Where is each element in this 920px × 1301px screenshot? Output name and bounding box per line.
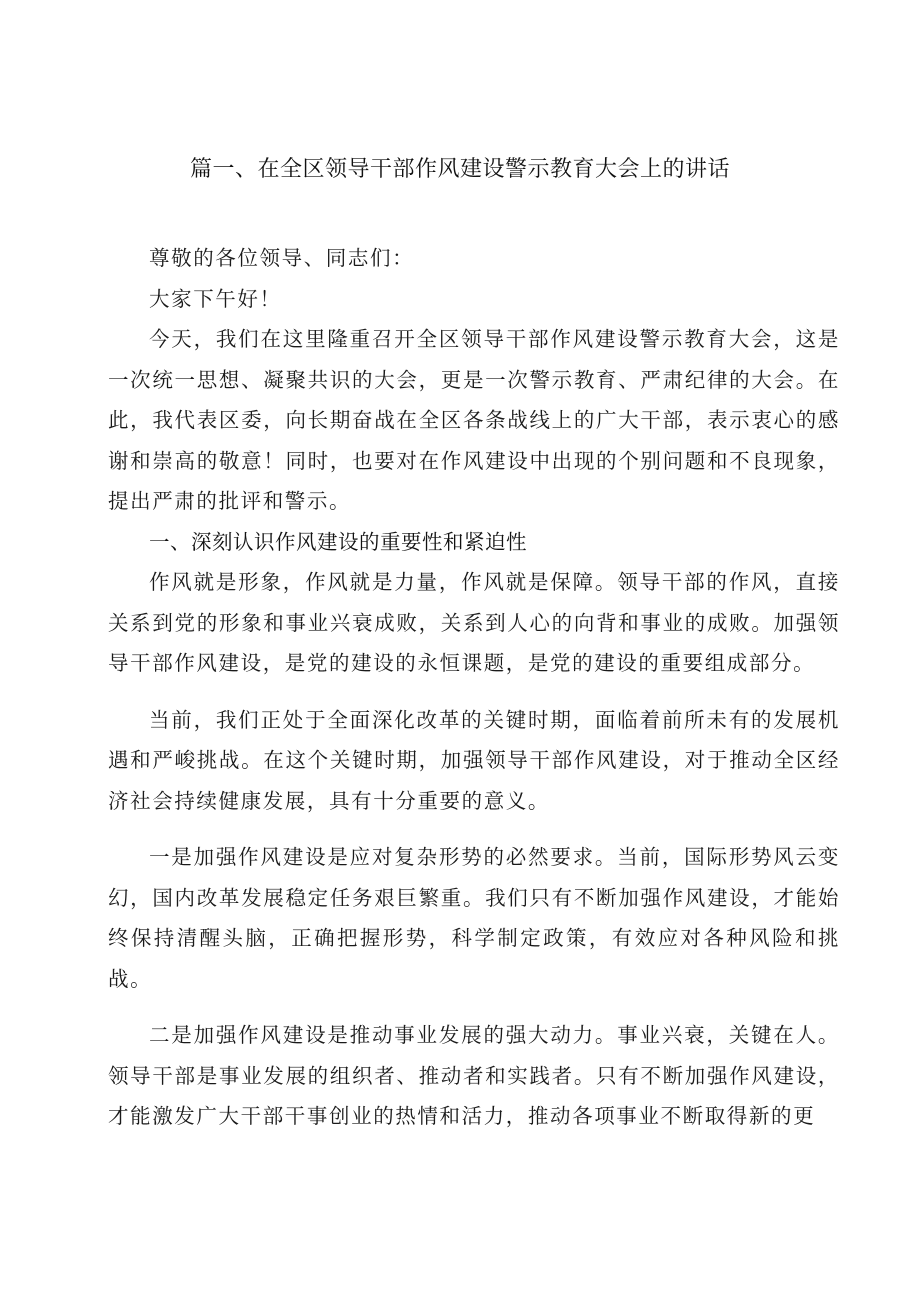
section-heading: 一、深刻认识作风建设的重要性和紧迫性 — [149, 529, 527, 554]
greeting: 大家下午好！ — [149, 286, 282, 311]
salutation: 尊敬的各位领导、同志们： — [149, 246, 415, 270]
body-paragraph: 作风就是形象，作风就是力量，作风就是保障。领导干部的作风，直接关系到党的形象和事业兴衰成败，关系到人心的向背和事业的成败。加强领导干部作风建设，是党的建设的永恒课题，是党的建设的重要组成部分。 — [108, 570, 840, 675]
body-paragraph: 二是加强作风建设是推动事业发展的强大动力。事业兴衰，关键在人。领导干部是事业发展的组织者、推动者和实践者。只有不断加强作风建设，才能激发广大干部干事创业的热情和活力，推动各项事业不断取得新的更 — [108, 1023, 840, 1128]
body-paragraph: 当前，我们正处于全面深化改革的关键时期，面临着前所未有的发展机遇和严峻挑战。在这个关键时期，加强领导干部作风建设，对于推动全区经济社会持续健康发展，具有十分重要的意义。 — [108, 707, 840, 813]
document-body — [108, 238, 840, 1137]
document-title: 篇一、在全区领导干部作风建设警示教育大会上的讲话 — [189, 157, 730, 182]
intro-paragraph: 今天，我们在这里隆重召开全区领导干部作风建设警示教育大会，这是一次统一思想、凝聚共识的大会，更是一次警示教育、严肃纪律的大会。在此，我代表区委，向长期奋战在全区各条战线上的广大干部，表示衷心的感谢和崇高的敬意！同时，也要对在作风建设中出现的个别问题和不良现象，提出严肃的批评和警示。 — [108, 327, 840, 513]
body-paragraph: 一是加强作风建设是应对复杂形势的必然要求。当前，国际形势风云变幻，国内改革发展稳定任务艰巨繁重。我们只有不断加强作风建设，才能始终保持清醒头脑，正确把握形势，科学制定政策，有效应对各种风险和挑战。 — [108, 845, 840, 991]
